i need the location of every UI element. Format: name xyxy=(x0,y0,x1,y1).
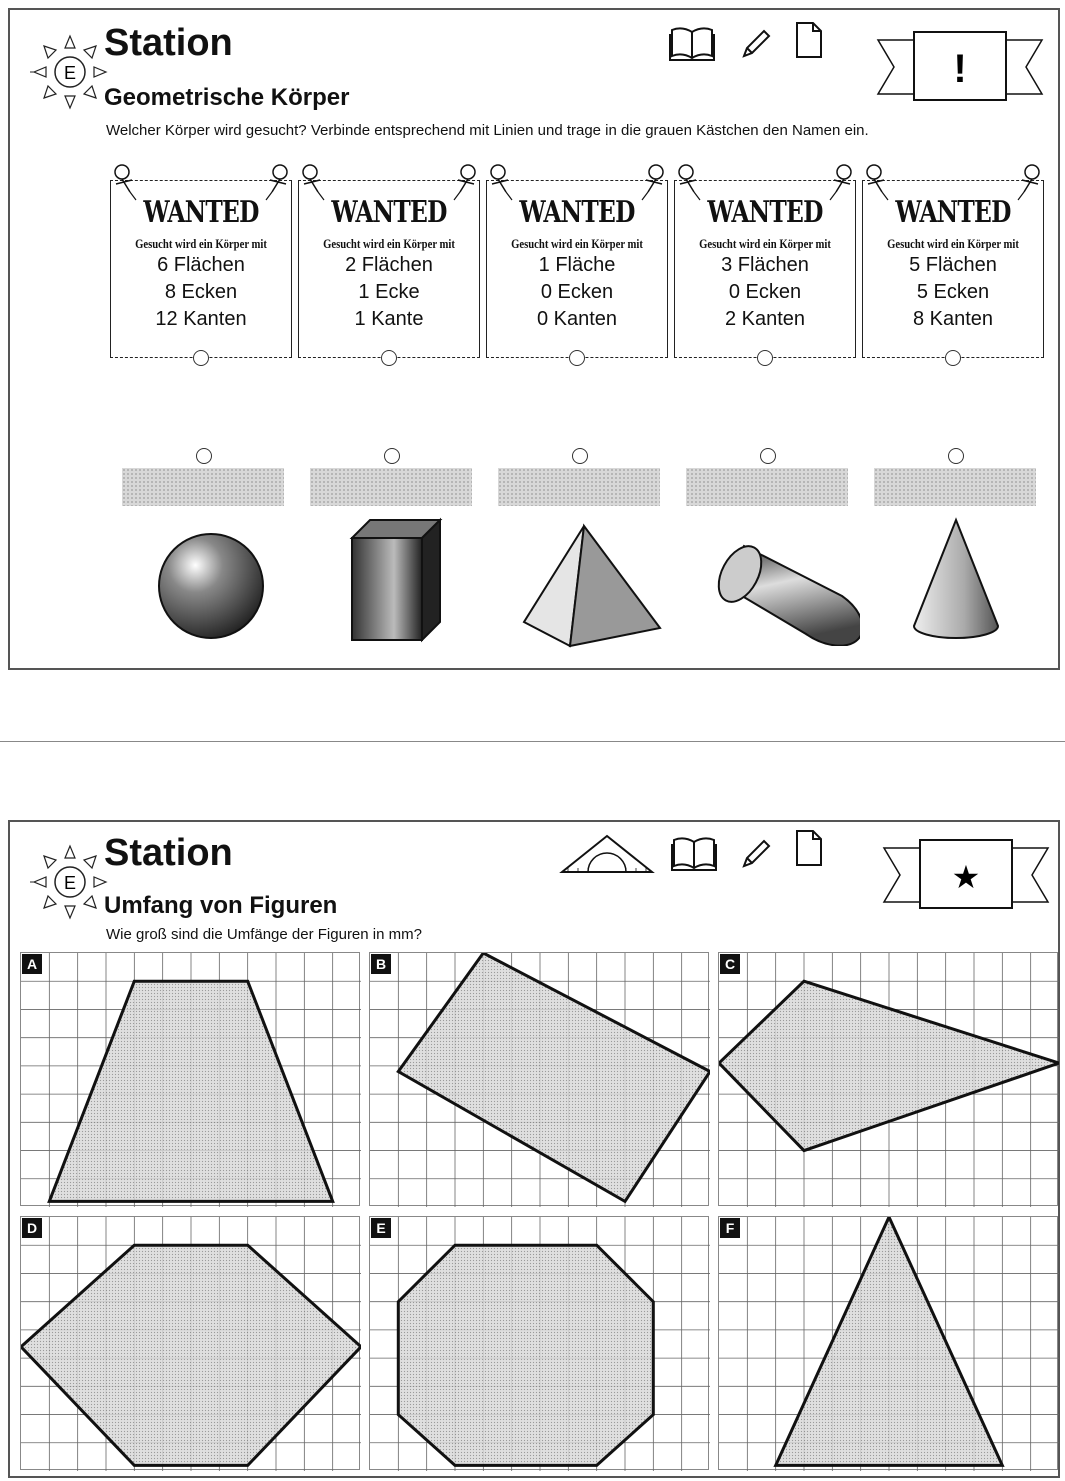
wanted-poster xyxy=(298,162,480,362)
book-icon xyxy=(670,834,718,872)
figure-panel-e xyxy=(369,1216,709,1470)
cuboid-solid xyxy=(346,514,446,644)
grid-figure xyxy=(370,1217,710,1471)
instruction-text: Wie groß sind die Umfänge der Figuren in mm? xyxy=(106,926,422,943)
pyramid-solid xyxy=(520,522,666,648)
connect-dot[interactable] xyxy=(948,448,964,464)
instruction-text: Welcher Körper wird gesucht? Verbinde entsprechend mit Linien und trage in die grauen Kästchen den Namen ein. xyxy=(106,122,869,139)
figure-panel-b xyxy=(369,952,709,1206)
pushpin-icon xyxy=(110,162,142,202)
poster-sought-text: Gesucht wird ein Körper mit xyxy=(511,236,643,251)
grid-figure xyxy=(21,1217,361,1471)
poster-edges: 2 Kanten xyxy=(724,308,806,330)
pencil-icon xyxy=(738,26,774,62)
poster-paper xyxy=(110,180,292,358)
poster-edges: 8 Kanten xyxy=(912,308,994,330)
document-icon xyxy=(794,20,824,60)
poster-edges: 12 Kanten xyxy=(155,308,247,330)
banner-ribbon xyxy=(870,24,1050,108)
answer-box[interactable] xyxy=(498,468,660,506)
grid-figure xyxy=(21,953,361,1207)
pushpin-icon xyxy=(824,162,856,202)
sphere-solid xyxy=(155,530,267,642)
grid-figure xyxy=(719,953,1059,1207)
book-icon xyxy=(668,24,716,62)
figure-label: A xyxy=(22,954,42,974)
poster-paper xyxy=(862,180,1044,358)
pushpin-icon xyxy=(1012,162,1044,202)
poster-faces: 5 Flächen xyxy=(909,254,997,276)
station-subtitle: Umfang von Figuren xyxy=(104,892,338,919)
pushpin-icon xyxy=(862,162,894,202)
sun-icon xyxy=(30,32,110,112)
poster-edges: 0 Kanten xyxy=(536,308,618,330)
figure-panel-c xyxy=(718,952,1058,1206)
poster-vertices: 5 Ecken xyxy=(916,281,990,303)
connect-dot[interactable] xyxy=(193,350,209,366)
poster-sought-text: Gesucht wird ein Körper mit xyxy=(135,236,267,251)
poster-sought-text: Gesucht wird ein Körper mit xyxy=(887,236,1019,251)
banner-symbol: ★ xyxy=(951,858,981,896)
pushpin-icon xyxy=(448,162,480,202)
connect-dot[interactable] xyxy=(572,448,588,464)
station-title: Station xyxy=(104,22,233,64)
pencil-icon xyxy=(738,836,774,872)
poster-sought-text: Gesucht wird ein Körper mit xyxy=(323,236,455,251)
rotated-rectangle-shape xyxy=(398,953,710,1201)
connect-dot[interactable] xyxy=(757,350,773,366)
page-divider xyxy=(0,741,1065,742)
wanted-poster xyxy=(486,162,668,362)
answer-box[interactable] xyxy=(122,468,284,506)
figure-label: B xyxy=(371,954,391,974)
figure-label: F xyxy=(720,1218,740,1238)
station-subtitle: Geometrische Körper xyxy=(104,84,350,111)
set-square-icon xyxy=(558,832,656,876)
figure-panel-f xyxy=(718,1216,1058,1470)
grid-figure xyxy=(370,953,710,1207)
figure-panel-d xyxy=(20,1216,360,1470)
poster-paper xyxy=(298,180,480,358)
wanted-poster xyxy=(110,162,292,362)
figure-label: C xyxy=(720,954,740,974)
triangle-shape xyxy=(776,1217,1003,1465)
station-card-umfang-von-figuren xyxy=(8,820,1060,1478)
grid-figure xyxy=(719,1217,1059,1471)
poster-heading: WANTED xyxy=(895,195,1011,230)
poster-paper xyxy=(674,180,856,358)
pushpin-icon xyxy=(298,162,330,202)
wanted-poster xyxy=(862,162,1044,362)
poster-sought-text: Gesucht wird ein Körper mit xyxy=(699,236,831,251)
connect-dot[interactable] xyxy=(196,448,212,464)
poster-faces: 2 Flächen xyxy=(345,254,433,276)
answer-box[interactable] xyxy=(310,468,472,506)
poster-faces: 3 Flächen xyxy=(721,254,809,276)
poster-heading: WANTED xyxy=(707,195,823,230)
poster-faces: 6 Flächen xyxy=(157,254,245,276)
banner-symbol: ! xyxy=(953,47,967,91)
banner-ribbon xyxy=(876,832,1056,916)
document-icon xyxy=(794,828,824,868)
connect-dot[interactable] xyxy=(569,350,585,366)
connect-dot[interactable] xyxy=(381,350,397,366)
figure-panel-a xyxy=(20,952,360,1206)
hexagon-shape xyxy=(21,1245,361,1465)
pushpin-icon xyxy=(260,162,292,202)
connect-dot[interactable] xyxy=(384,448,400,464)
poster-vertices: 0 Ecken xyxy=(540,281,614,303)
poster-vertices: 0 Ecken xyxy=(728,281,802,303)
connect-dot[interactable] xyxy=(760,448,776,464)
cone-solid xyxy=(908,516,1004,644)
poster-heading: WANTED xyxy=(143,195,259,230)
poster-vertices: 1 Ecke xyxy=(358,281,420,303)
answer-box[interactable] xyxy=(874,468,1036,506)
pushpin-icon xyxy=(636,162,668,202)
connect-dot[interactable] xyxy=(945,350,961,366)
poster-heading: WANTED xyxy=(331,195,447,230)
poster-paper xyxy=(486,180,668,358)
sun-icon xyxy=(30,842,110,922)
trapezoid-shape xyxy=(49,981,332,1201)
station-card-geometrische-koerper xyxy=(8,8,1060,670)
wanted-poster xyxy=(674,162,856,362)
poster-edges: 1 Kante xyxy=(354,308,424,330)
figure-label: E xyxy=(371,1218,391,1238)
pushpin-icon xyxy=(674,162,706,202)
poster-faces: 1 Fläche xyxy=(538,254,616,276)
pushpin-icon xyxy=(486,162,518,202)
sun-letter: E xyxy=(63,873,77,893)
station-title: Station xyxy=(104,832,233,874)
sun-letter: E xyxy=(63,63,77,83)
figure-label: D xyxy=(22,1218,42,1238)
poster-vertices: 8 Ecken xyxy=(164,281,238,303)
answer-box[interactable] xyxy=(686,468,848,506)
cylinder-solid xyxy=(710,530,860,646)
poster-heading: WANTED xyxy=(519,195,635,230)
octagon-shape xyxy=(398,1245,653,1465)
